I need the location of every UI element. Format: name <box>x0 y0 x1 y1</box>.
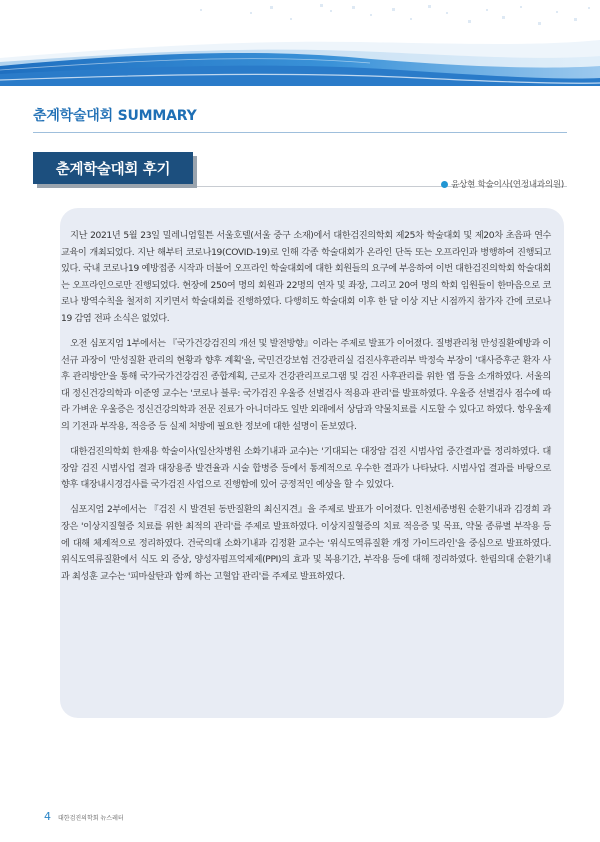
paragraph: 지난 2021년 5월 23일 밀레니엄힐튼 서울호텔(서울 중구 소재)에서 대한검진의학회 제25차 학술대회 및 제20차 초음파 연수교육이 개최되었다. 지난 해부터 코로나19(COVID-19)로 인해 각종 학술대회가 온라인 단독 또는 오프라인과 병행하여 진행되고 있다. 국내 코로나19 예방접종 시작과 더불어 오프라인 학술대회에 대한 회원들의 요구에 부응하여 이번 대한검진의학회 학술대회는 오프라인으로만 진행되었다. 현장에 250여 명의 회원과 22명의 연자 및 좌장, 그리고 20여 명의 학회 임원들이 한마음으로 코로나 방역수칙을 철저히 지키면서 학술대회를 진행하였다. 다행히도 학술대회 이후 한 달 이상 지난 시점까지 참가자 간에 코로나19 감염 전파 소식은 없었다. <box>61 231 551 324</box>
author-name: 윤상현 학술이사(연정내과의원) <box>451 180 564 190</box>
section-title: 춘계학술대회 SUMMARY <box>33 108 197 124</box>
header-wave-graphic <box>0 0 600 92</box>
bullet-dot-icon <box>441 181 448 188</box>
paragraph: 오전 심포지엄 1부에서는 『국가건강검진의 개선 및 발전방향』이라는 주제로 발표가 이어졌다. 질병관리청 만성질환예방과 이선규 과장이 '만성질환 관리의 현황과 향후 계획'을, 국민건강보험 건강관리실 검진사후관리부 박정숙 부장이 '대사증후군 환자 사후 관리방안'을 통해 국가국가건강검진 종합계획, 근로자 건강관리프로그램 및 검진 사후관리를 위한 앱 등을 소개하였다. 서울의대 정신건강의학과 이준영 교수는 '코로나 블루: 국가검진 우울증 선별검사 적용과 관리'를 발표하였다. 우울증 선별검사 점수에 따라 가벼운 우울증은 정신건강의학과 전문 진료가 아니더라도 일반 외래에서 상담과 약물치료를 시도할 수 있다고 하였다. 항우울제의 기전과 부작용, 적응증 등 실제 처방에 필요한 정보에 대한 설명이 돋보였다. <box>61 339 551 433</box>
article-subtitle: 춘계학술대회 후기 <box>33 152 193 184</box>
author-byline <box>441 178 564 190</box>
article-subtitle-box <box>33 152 193 184</box>
header-banner <box>0 0 600 92</box>
article-body <box>61 228 551 594</box>
title-divider <box>33 132 567 133</box>
paragraph: 대한검진의학회 한재용 학술이사(일산차병원 소화기내과 교수)는 '기대되는 대장암 검진 시범사업 중간결과'를 정리하였다. 대장암 검진 시범사업 결과 대장용종 발견율과 시술 합병증 등에서 통계적으로 우수한 결과가 나타났다. 시범사업 결과를 바탕으로 향후 대장내시경검사를 국가검진 사업으로 진행함에 있어 긍정적인 예상을 할 수 있었다. <box>61 447 551 491</box>
page-number: 4 <box>44 810 51 823</box>
publication-name: 대한검진의학회 뉴스레터 <box>58 815 124 822</box>
paragraph: 심포지엄 2부에서는 『검진 시 발견된 동반질환의 최신지견』을 주제로 발표가 이어졌다. 인천세종병원 순환기내과 김경희 과장은 '이상지질혈증 치료를 위한 최적의 관리'를 주제로 발표하였다. 이상지질혈증의 치료 적응증 및 목표, 약물 종류별 부작용 등에 대해 체계적으로 정리하였다. 건국의대 소화기내과 김정환 교수는 '위식도역류질환 개정 가이드라인'을 중심으로 발표하였다. 위식도역류질환에서 식도 외 증상, 양성자펌프억제제(PPI)의 효과 및 복용기간, 부작용 등에 대해 정리하였다. 한림의대 순환기내과 최성훈 교수는 '피마살탄과 함께 하는 고혈압 관리'를 주제로 발표하였다. <box>61 505 551 582</box>
